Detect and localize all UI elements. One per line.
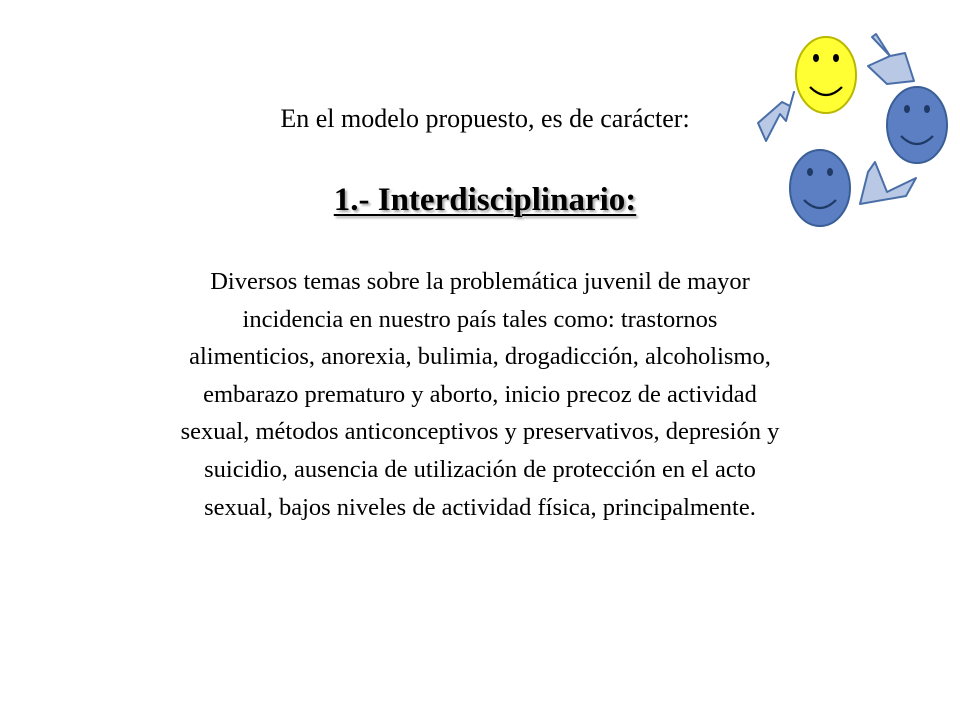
body-line: sexual, bajos niveles de actividad física, principalmente.	[204, 493, 756, 521]
section-heading: 1.- Interdisciplinario:	[333, 182, 637, 218]
body-line: alimenticios, anorexia, bulimia, drogadicción, alcoholismo,	[189, 343, 771, 371]
body-line: embarazo prematuro y aborto, inicio precoz de actividad	[203, 380, 757, 408]
intro-text: En el modelo propuesto, es de carácter:	[280, 104, 690, 133]
smiley-face-icon	[796, 37, 856, 113]
body-paragraph	[60, 263, 900, 526]
cycle-arrow-icon	[758, 92, 794, 141]
body-line: suicidio, ausencia de utilización de protección en el acto	[204, 455, 756, 483]
cycle-arrow-icon	[868, 34, 914, 84]
body-line: sexual, métodos anticonceptivos y preservativos, depresión y	[180, 418, 780, 446]
smiley-face-icon	[887, 87, 947, 163]
smiley-cycle-graphic	[740, 10, 960, 240]
cycle-arrow-icon	[860, 162, 916, 204]
body-line: incidencia en nuestro país tales como: trastornos	[242, 305, 718, 333]
body-line: Diversos temas sobre la problemática juvenil de mayor	[210, 268, 750, 295]
smiley-face-icon	[790, 150, 850, 226]
